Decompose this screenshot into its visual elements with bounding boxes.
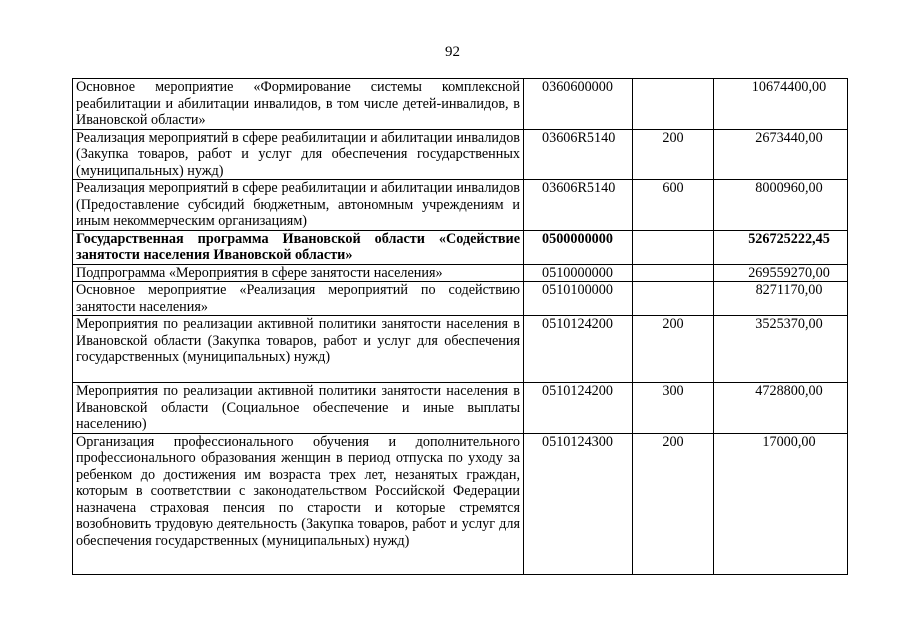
row-amount: 17000,00 (714, 433, 848, 574)
row-target-code: 0510124200 (524, 316, 633, 383)
row-name: Государственная программа Ивановской области «Содействие занятости населения Ивановской области» (73, 230, 524, 264)
row-target-code: 0510100000 (524, 282, 633, 316)
row-amount: 269559270,00 (714, 264, 848, 282)
row-expense-type: 200 (633, 316, 714, 383)
row-target-code: 03606R5140 (524, 129, 633, 180)
table-row (73, 230, 848, 264)
row-expense-type (633, 230, 714, 264)
row-expense-type: 200 (633, 129, 714, 180)
table-row (73, 282, 848, 316)
row-expense-type: 600 (633, 180, 714, 231)
row-amount: 2673440,00 (714, 129, 848, 180)
row-name: Основное мероприятие «Реализация мероприятий по содействию занятости населения» (73, 282, 524, 316)
row-expense-type: 200 (633, 433, 714, 574)
table-row (73, 79, 848, 130)
row-amount: 3525370,00 (714, 316, 848, 383)
row-target-code: 0360600000 (524, 79, 633, 130)
row-expense-type: 300 (633, 383, 714, 434)
row-name: Реализация мероприятий в сфере реабилитации и абилитации инвалидов (Закупка товаров, работ и услуг для обеспечения государственных (муниципальных) нужд) (73, 129, 524, 180)
row-expense-type (633, 79, 714, 130)
page-number: 92 (445, 44, 460, 60)
table-row (73, 316, 848, 383)
row-target-code: 03606R5140 (524, 180, 633, 231)
row-expense-type (633, 282, 714, 316)
table-row (73, 383, 848, 434)
row-name: Основное мероприятие «Формирование системы комплексной реабилитации и абилитации инвалидов, в том числе детей-инвалидов, в Ивановской области» (73, 79, 524, 130)
row-name: Реализация мероприятий в сфере реабилитации и абилитации инвалидов (Предоставление субсидий бюджетным, автономным учреждениям и иным некоммерческим организациям) (73, 180, 524, 231)
table-row (73, 180, 848, 231)
row-target-code: 0510124200 (524, 383, 633, 434)
row-target-code: 0510124300 (524, 433, 633, 574)
row-amount: 526725222,45 (714, 230, 848, 264)
row-target-code: 0510000000 (524, 264, 633, 282)
row-amount: 10674400,00 (714, 79, 848, 130)
row-amount: 8271170,00 (714, 282, 848, 316)
budget-table (72, 78, 848, 575)
row-name: Мероприятия по реализации активной политики занятости населения в Ивановской области (Социальное обеспечение и иные выплаты населению) (73, 383, 524, 434)
row-amount: 4728800,00 (714, 383, 848, 434)
row-expense-type (633, 264, 714, 282)
row-amount: 8000960,00 (714, 180, 848, 231)
row-name: Подпрограмма «Мероприятия в сфере занятости населения» (73, 264, 524, 282)
row-name: Мероприятия по реализации активной политики занятости населения в Ивановской области (Закупка товаров, работ и услуг для обеспечения государственных (муниципальных) нужд) (73, 316, 524, 383)
table-row (73, 129, 848, 180)
row-target-code: 0500000000 (524, 230, 633, 264)
row-name: Организация профессионального обучения и дополнительного профессионального образования женщин в период отпуска по уходу за ребенком до достижения им возраста трех лет, незанятых граждан, которым в соответствии с законодательством Российской Федерации назначена страховая пенсия по старости и которые стремятся возобновить трудовую деятельность (Закупка товаров, работ и услуг для обеспечения государственных (муниципальных) нужд) (73, 433, 524, 574)
table-row (73, 264, 848, 282)
table-row (73, 433, 848, 574)
